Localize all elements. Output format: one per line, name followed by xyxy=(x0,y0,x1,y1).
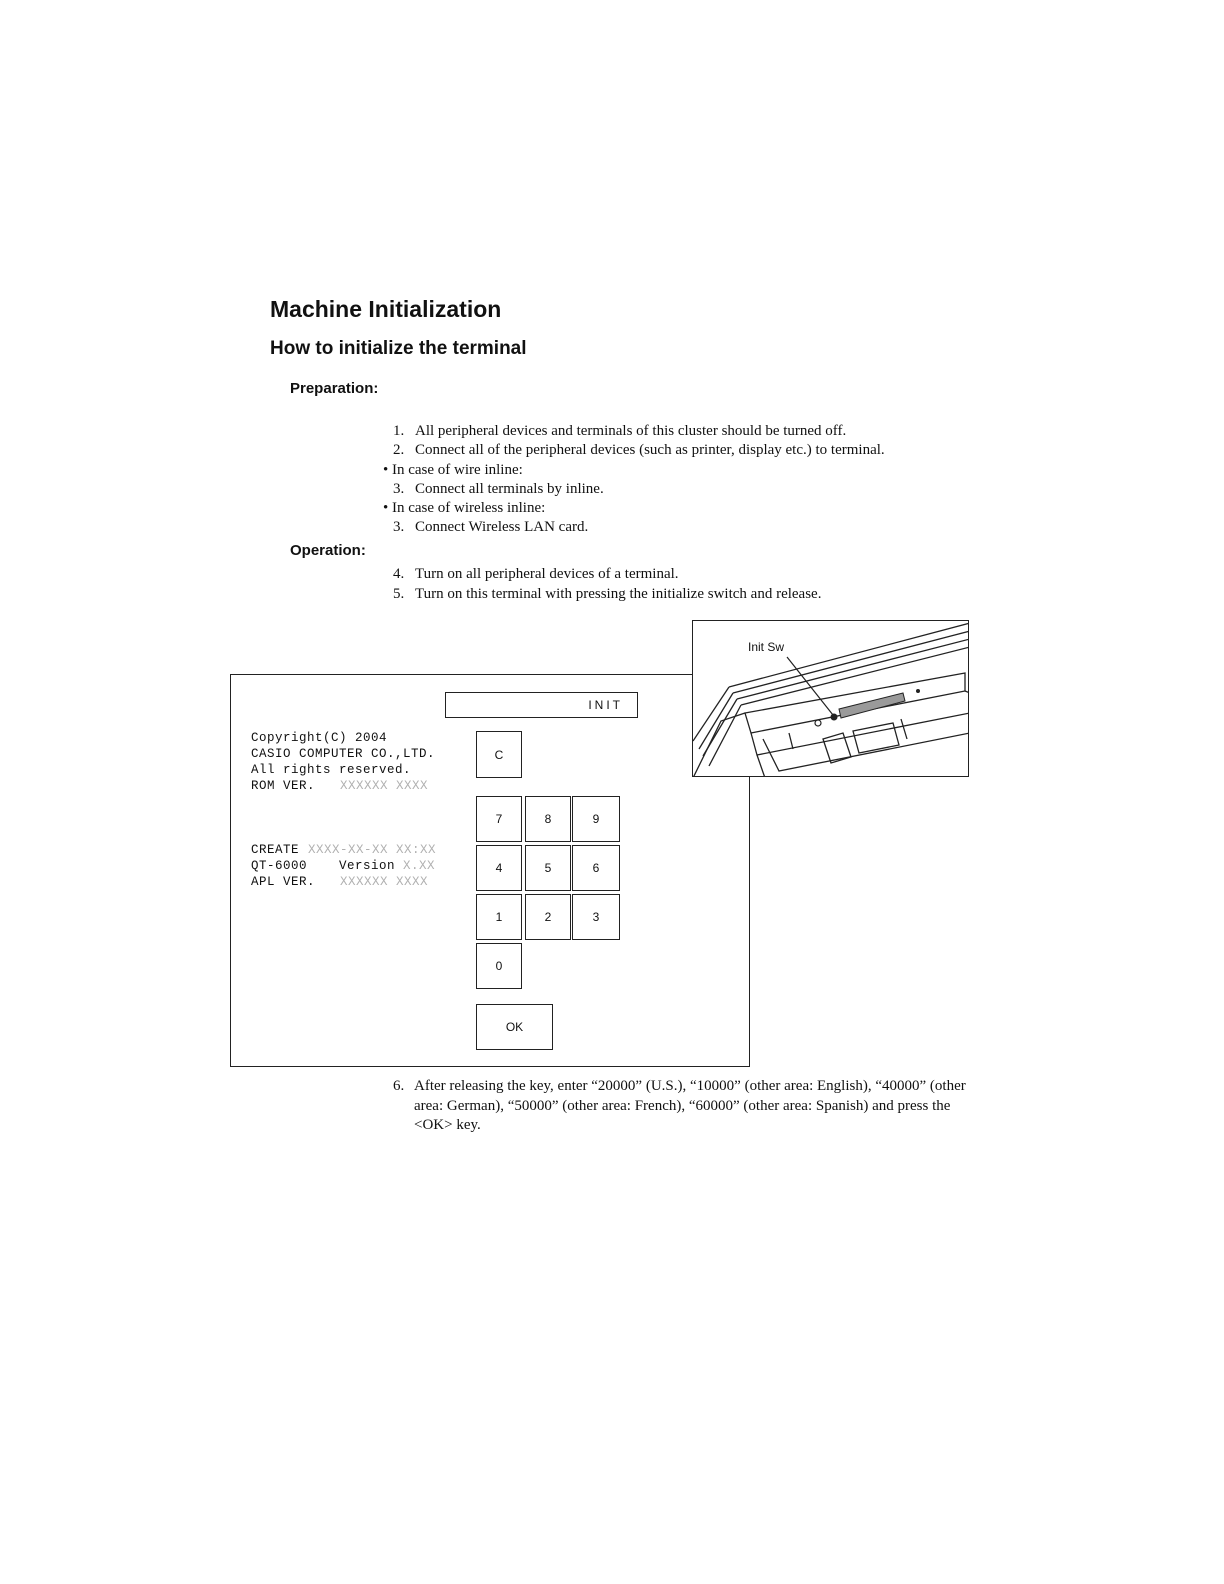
step-text: Connect Wireless LAN card. xyxy=(415,519,589,535)
section-subtitle: How to initialize the terminal xyxy=(270,338,527,359)
key-clear[interactable]: C xyxy=(476,731,522,778)
step-4 xyxy=(393,566,679,583)
page-title: Machine Initialization xyxy=(270,296,502,322)
step-2 xyxy=(393,442,885,459)
step-number: 3. xyxy=(393,519,405,535)
key-1[interactable]: 1 xyxy=(476,894,522,940)
key-8[interactable]: 8 xyxy=(525,796,571,842)
step-number: 4. xyxy=(393,566,405,582)
step-text: Connect all of the peripheral devices (such as printer, display etc.) to terminal. xyxy=(415,442,885,458)
rom-version-value: XXXXXX XXXX xyxy=(340,779,429,793)
init-switch-illustration xyxy=(692,620,969,777)
key-7[interactable]: 7 xyxy=(476,796,522,842)
key-6[interactable]: 6 xyxy=(572,845,620,891)
key-ok[interactable]: OK xyxy=(476,1004,553,1050)
step-text: Connect all terminals by inline. xyxy=(415,481,604,497)
init-switch-label: Init Sw xyxy=(748,640,785,654)
operation-heading: Operation: xyxy=(290,542,366,559)
copyright-line: Copyright(C) 2004 xyxy=(251,731,388,745)
company-line: CASIO COMPUTER CO.,LTD. xyxy=(251,747,436,761)
key-3[interactable]: 3 xyxy=(572,894,620,940)
version-label: Version xyxy=(339,859,396,873)
model-name: QT-6000 xyxy=(251,859,308,873)
wire-inline-case: • In case of wire inline: xyxy=(383,462,523,478)
apl-version-value: XXXXXX XXXX xyxy=(340,875,429,889)
key-9[interactable]: 9 xyxy=(572,796,620,842)
key-2[interactable]: 2 xyxy=(525,894,571,940)
step-number: 2. xyxy=(393,442,405,458)
step-3-wire xyxy=(393,481,604,498)
step-6 xyxy=(393,1077,973,1136)
step-number: 5. xyxy=(393,586,405,602)
step-text: Turn on all peripheral devices of a terminal. xyxy=(415,566,679,582)
create-label: CREATE xyxy=(251,843,300,857)
step-3-wireless xyxy=(393,519,588,536)
key-0[interactable]: 0 xyxy=(476,943,522,989)
step-5 xyxy=(393,586,821,603)
init-title-bar: INIT xyxy=(445,692,638,718)
preparation-heading: Preparation: xyxy=(290,380,379,397)
rights-line: All rights reserved. xyxy=(251,763,412,777)
terminal-illustration-icon xyxy=(693,621,969,777)
version-value: X.XX xyxy=(403,859,436,873)
key-4[interactable]: 4 xyxy=(476,845,522,891)
step-number: 3. xyxy=(393,481,405,497)
step-number: 1. xyxy=(393,423,405,439)
rom-version-label: ROM VER. xyxy=(251,779,316,793)
step-number: 6. xyxy=(393,1078,405,1094)
step-text: After releasing the key, enter “20000” (U.S.), “10000” (other area: English), “40000” (other area: German), “50000” (other area: French), “60000” (other area: Spanish) and press the <OK> key. xyxy=(414,1078,966,1133)
step-text: Turn on this terminal with pressing the initialize switch and release. xyxy=(415,586,822,602)
apl-version-label: APL VER. xyxy=(251,875,316,889)
create-value: XXXX-XX-XX XX:XX xyxy=(308,843,437,857)
wireless-inline-case: • In case of wireless inline: xyxy=(383,500,546,516)
step-text: All peripheral devices and terminals of this cluster should be turned off. xyxy=(415,423,847,439)
key-5[interactable]: 5 xyxy=(525,845,571,891)
step-1 xyxy=(393,423,846,440)
